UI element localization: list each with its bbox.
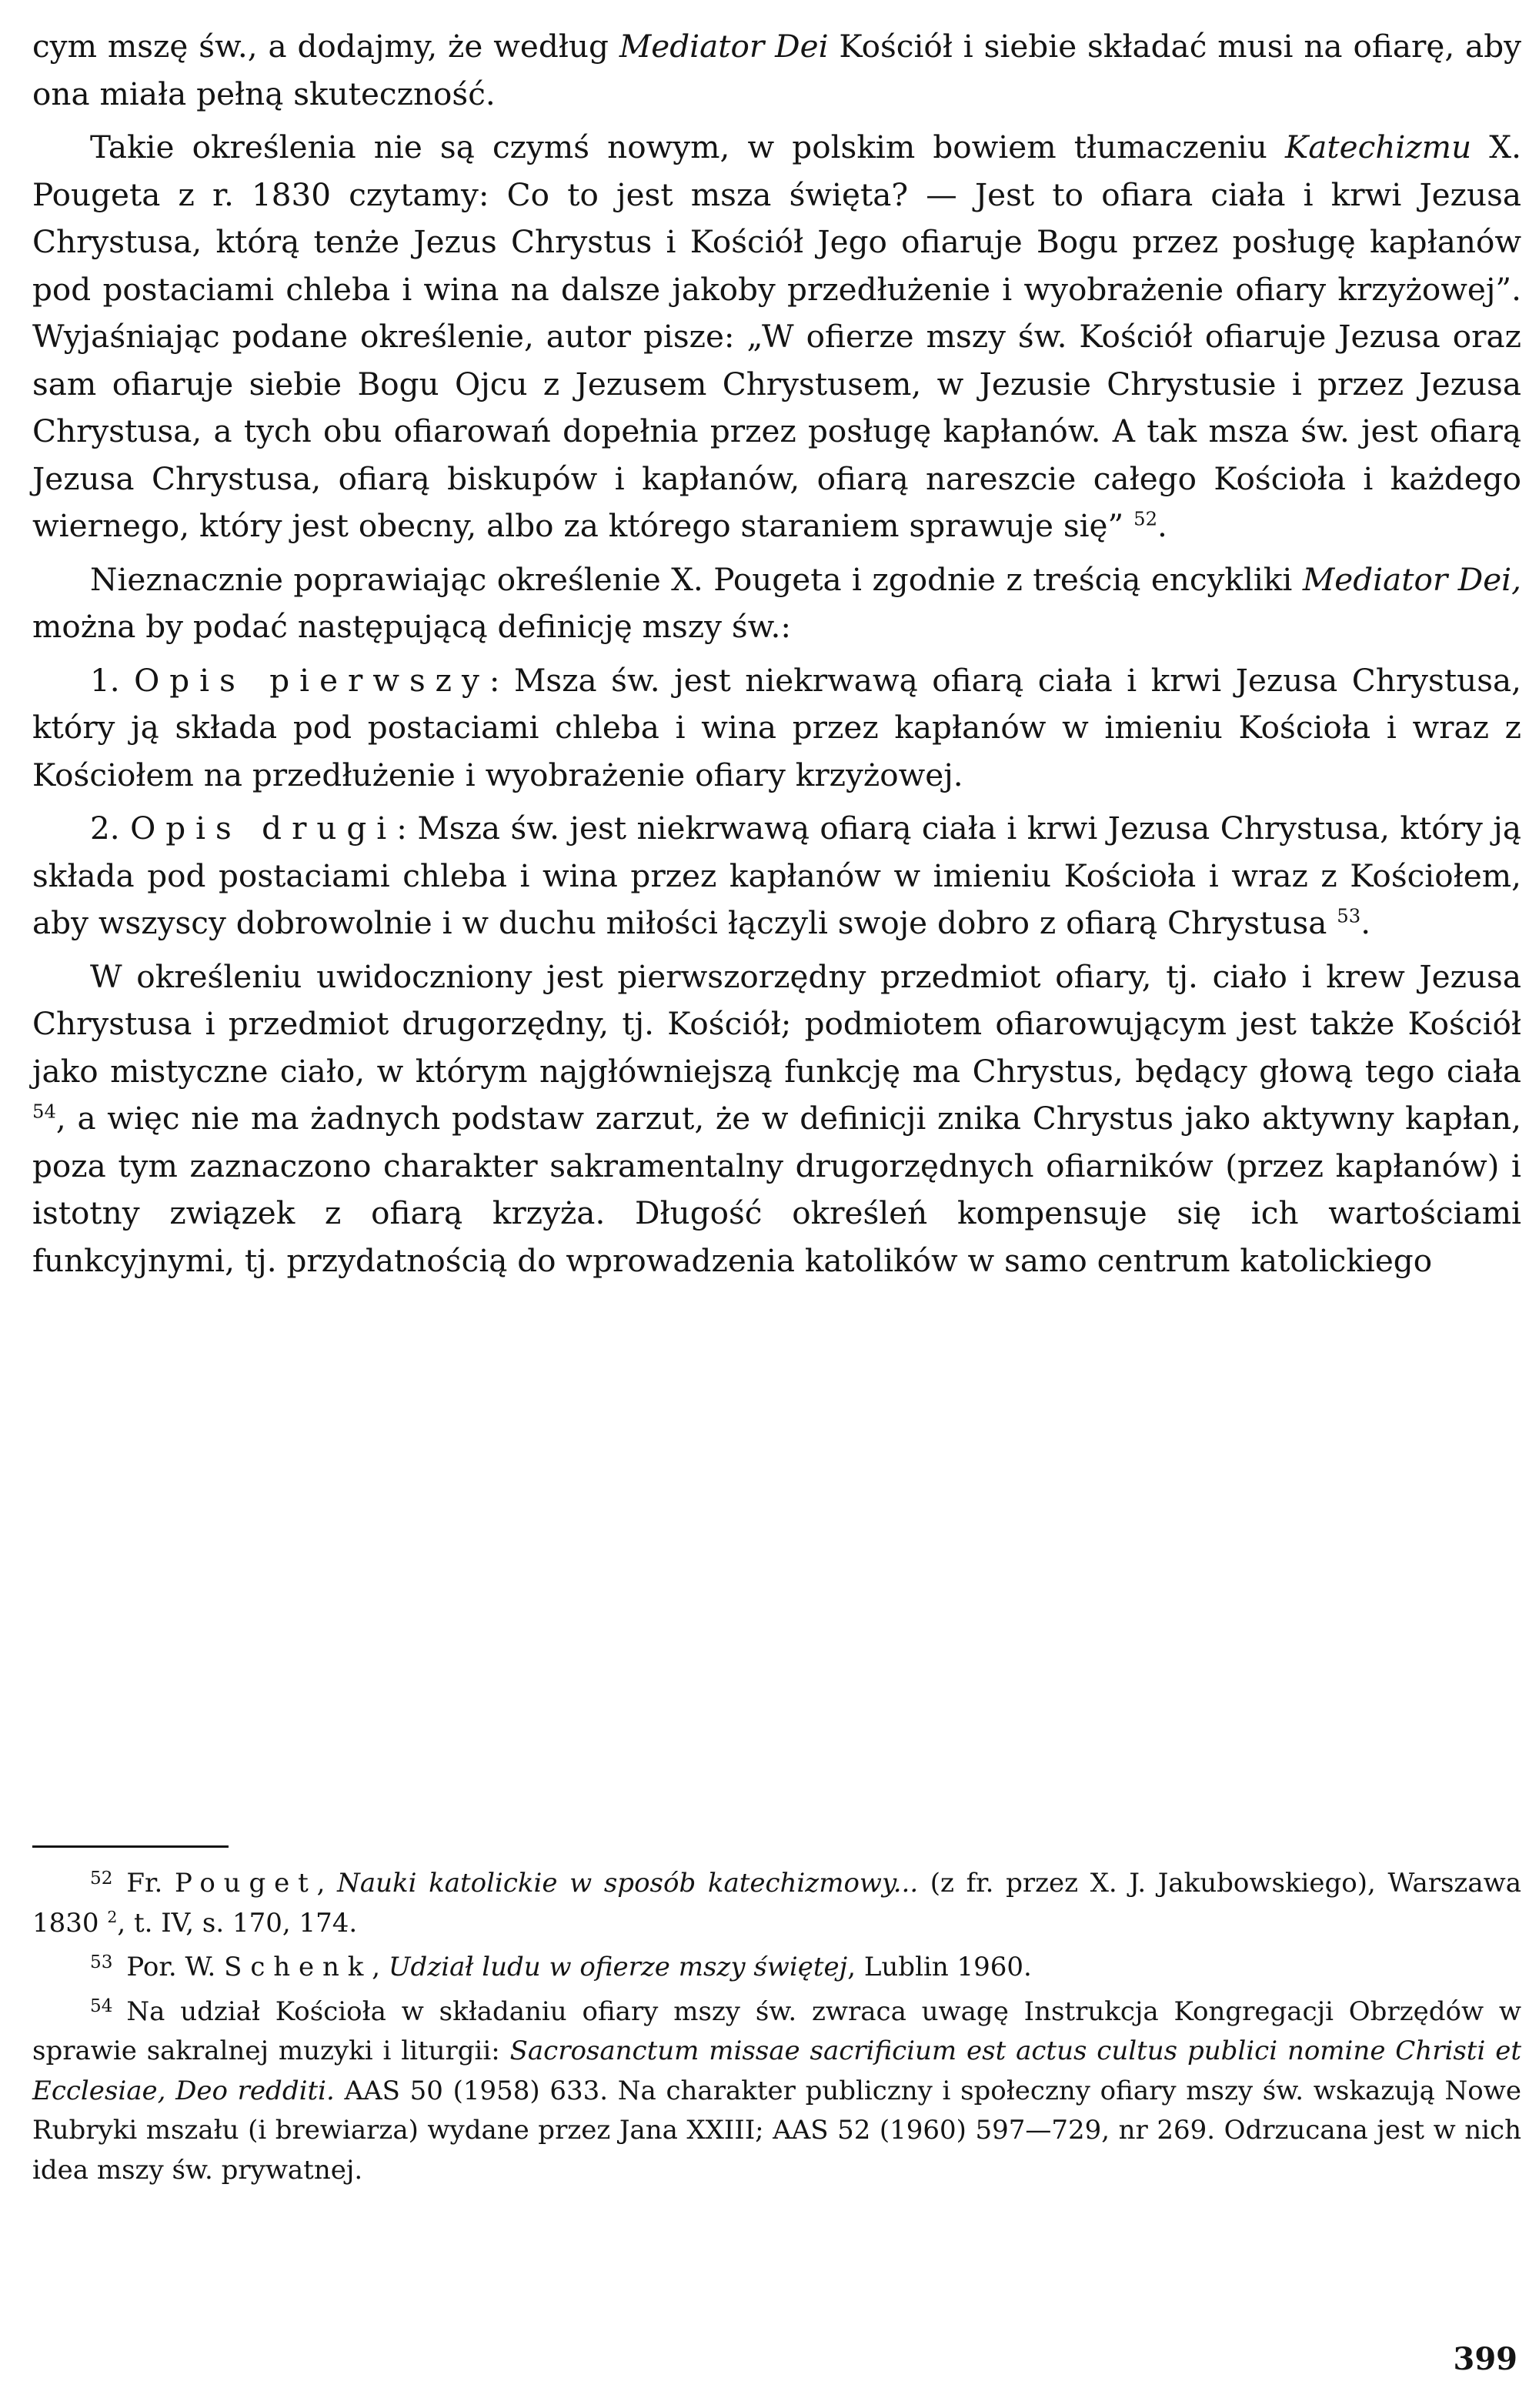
- paragraph: [32, 556, 1521, 651]
- italic-text: Mediator Dei,: [1302, 560, 1521, 598]
- text-run: cym mszę św., a dodajmy, że według: [32, 28, 619, 65]
- text-run: : Msza św. jest niekrwawą ofiarą ciała i krwi Jezusa Chrystusa, który ją składa pod postaciami chleba i wina przez kapłanów w imieniu Kościoła i wraz z Kościołem, aby wszyscy dobrowolnie i w duchu miłości łączyli swoje dobro z ofiarą Chrystusa: [32, 810, 1521, 941]
- paragraph: [32, 657, 1521, 800]
- text-run: W określeniu uwidoczniony jest pierwszorzędny przedmiot ofiary, tj. ciało i krew Jezusa Chrystusa i przedmiot drugorzędny, tj. Kościół; podmiotem ofiarowującym jest także Kościół jako mistyczne ciało, w którym najgłówniejszą funkcję ma Chrystus, będący głową tego ciała: [32, 957, 1521, 1090]
- text-run: ,: [316, 1868, 338, 1899]
- spaced-text: Opis drugi: [130, 810, 397, 847]
- spaced-text: Pouget: [174, 1868, 317, 1899]
- footnote-number: 54: [90, 1996, 113, 2017]
- text-run: Por. W.: [126, 1952, 225, 1982]
- text-run: , Lublin 1960.: [847, 1952, 1032, 1982]
- italic-text: Nauki katolickie w sposób katechizmowy...: [337, 1868, 919, 1899]
- footnote: [32, 1992, 1521, 2191]
- text-run: X. Pougeta z r. 1830 czytamy: Co to jest msza święta? — Jest to ofiara ciała i krwi Jezusa Chrystusa, którą tenże Jezus Chrystus i Kościół Jego ofiaruje Bogu przez posługę kapłanów pod postaciami chleba i wina na dalsze jakoby przedłużenie i wyobrażenie ofiary krzyżowej”. Wyjaśniając podane określenie, autor pisze: „W ofierze mszy św. Kościół ofiaruje Jezusa oraz sam ofiaruje siebie Bogu Ojcu z Jezusem Chrystusem, w Jezusie Chrystusie i przez Jezusa Chrystusa, a tych obu ofiarowań dopełnia przez posługę kapłanów. A tak msza św. jest ofiarą Jezusa Chrystusa, ofiarą biskupów i kapłanów, ofiarą nareszcie całego Kościoła i każdego wiernego, który jest obecny, albo za którego staraniem sprawuje się”: [32, 129, 1521, 544]
- paragraph: [32, 124, 1521, 550]
- footnote-reference: 2: [107, 1907, 118, 1926]
- spaced-text: Opis pierwszy: [134, 661, 489, 699]
- text-run: AAS 50 (1958) 633. Na charakter publiczny i społeczny ofiary mszy św. wskazują Nowe Rubryki mszału (i brewiarza) wydane przez Jana XXIII; AAS 52 (1960) 597—729, nr 269. Odrzucana jest w nich idea mszy św. prywatnej.: [32, 2075, 1521, 2186]
- text-run: Na udział Kościoła w składaniu ofiary mszy św. zwraca uwagę Instrukcja Kongregacji Obrzędów w sprawie sakralnej muzyki i liturgii:: [32, 1996, 1521, 2066]
- text-run: .: [1157, 507, 1167, 544]
- paragraph: [32, 23, 1521, 118]
- footnote-reference: 52: [1133, 507, 1158, 530]
- italic-text: Udział ludu w ofierze mszy świętej: [388, 1952, 848, 1982]
- text-run: Nieznacznie poprawiając określenie X. Pougeta i zgodnie z treścią encykliki: [90, 560, 1303, 598]
- text-run: .: [1360, 904, 1371, 941]
- text-run: Kościół i siebie składać musi na ofiarę, aby ona miała pełną skuteczność.: [32, 28, 1522, 112]
- main-text: [32, 23, 1521, 1284]
- text-run: 1.: [90, 661, 135, 699]
- paragraph: [32, 954, 1521, 1285]
- footnote-separator: [32, 1845, 229, 1848]
- italic-text: Sacrosanctum missae sacrificium est actus cultus publici nomine Christi et Ecclesiae, Deo redditi.: [32, 2036, 1521, 2106]
- text-run: Fr.: [126, 1868, 175, 1899]
- footnotes: [32, 1864, 1521, 2195]
- footnote-reference: 54: [32, 1100, 56, 1123]
- page-number: 399: [1453, 2341, 1517, 2377]
- text-run: , t. IV, s. 170, 174.: [117, 1907, 358, 1939]
- footnote-number: 52: [90, 1868, 113, 1889]
- paragraph: [32, 805, 1521, 947]
- text-run: Takie określenia nie są czymś nowym, w polskim bowiem tłumaczeniu: [90, 129, 1285, 165]
- text-run: ,: [372, 1952, 389, 1982]
- text-run: , a więc nie ma żadnych podstaw zarzut, że w definicji znika Chrystus jako aktywny kapłan, poza tym zaznaczono charakter sakramentalny drugorzędnych ofiarników (przez kapłanów) i istotny związek z ofiarą krzyża. Długość określeń kompensuje się ich wartościami funkcyjnymi, tj. przydatnością do wprowadzenia katolików w samo centrum katolickiego: [32, 1100, 1521, 1279]
- footnote-number: 53: [90, 1952, 113, 1972]
- text-run: można by podać następującą definicję mszy św.:: [32, 608, 791, 645]
- italic-text: Mediator Dei: [619, 28, 829, 65]
- spaced-text: Schenk: [224, 1952, 372, 1982]
- text-run: 2.: [90, 810, 131, 847]
- italic-text: Katechizmu: [1284, 129, 1472, 165]
- footnote: [32, 1864, 1521, 1943]
- text-run: (z fr. przez X. J. Jakubowskiego), Warszawa 1830: [32, 1868, 1521, 1939]
- text-run: : Msza św. jest niekrwawą ofiarą ciała i krwi Jezusa Chrystusa, który ją składa pod postaciami chleba i wina przez kapłanów w imieniu Kościoła i wraz z Kościołem na przedłużenie i wyobrażenie ofiary krzyżowej.: [32, 661, 1522, 793]
- footnote: [32, 1948, 1521, 1988]
- footnote-reference: 53: [1337, 904, 1361, 927]
